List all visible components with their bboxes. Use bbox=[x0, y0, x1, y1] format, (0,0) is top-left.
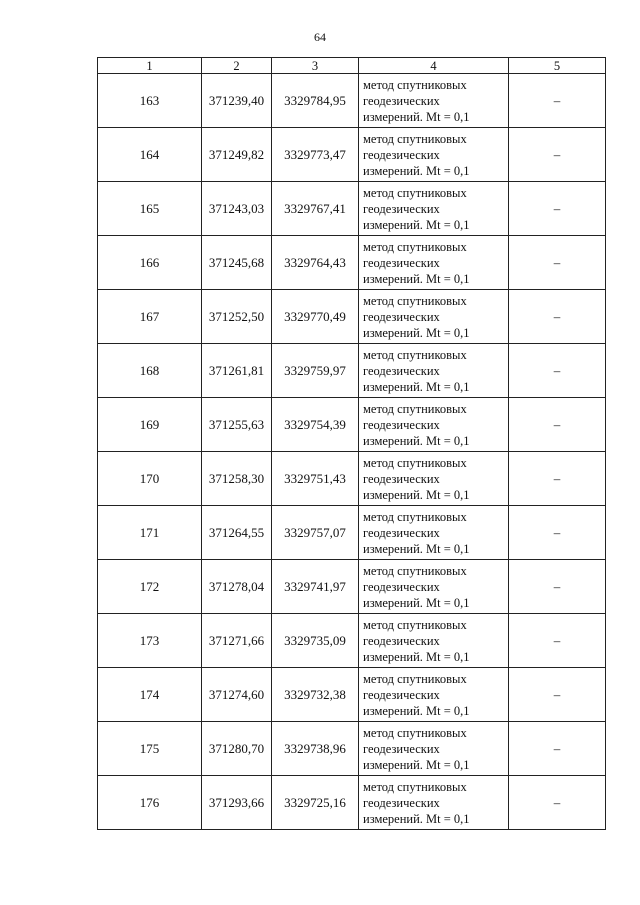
method-cell bbox=[359, 182, 509, 236]
method-line: геодезических bbox=[363, 687, 440, 702]
point-number-cell: 163 bbox=[98, 74, 202, 128]
method-line: геодезических bbox=[363, 795, 440, 810]
point-number-cell: 174 bbox=[98, 668, 202, 722]
table-row bbox=[98, 128, 606, 182]
point-number-cell: 167 bbox=[98, 290, 202, 344]
method-cell bbox=[359, 290, 509, 344]
point-number-cell: 169 bbox=[98, 398, 202, 452]
point-number-cell: 173 bbox=[98, 614, 202, 668]
note-cell: – bbox=[509, 290, 606, 344]
table-row bbox=[98, 776, 606, 830]
x-coordinate-cell: 371280,70 bbox=[202, 722, 272, 776]
method-line: геодезических bbox=[363, 147, 440, 162]
x-coordinate-cell: 371252,50 bbox=[202, 290, 272, 344]
y-coordinate-cell: 3329784,95 bbox=[272, 74, 359, 128]
method-line: геодезических bbox=[363, 471, 440, 486]
method-line: метод спутниковых bbox=[363, 401, 467, 416]
x-coordinate-cell: 371264,55 bbox=[202, 506, 272, 560]
x-coordinate-cell: 371249,82 bbox=[202, 128, 272, 182]
x-coordinate-cell: 371255,63 bbox=[202, 398, 272, 452]
note-cell: – bbox=[509, 452, 606, 506]
x-coordinate-cell: 371243,03 bbox=[202, 182, 272, 236]
page-number: 64 bbox=[314, 30, 326, 44]
column-header-5: 5 bbox=[509, 58, 606, 74]
method-line: измерений. Mt = 0,1 bbox=[363, 541, 470, 556]
column-header-2: 2 bbox=[202, 58, 272, 74]
note-cell: – bbox=[509, 398, 606, 452]
table-row bbox=[98, 182, 606, 236]
y-coordinate-cell: 3329773,47 bbox=[272, 128, 359, 182]
method-line: метод спутниковых bbox=[363, 455, 467, 470]
y-coordinate-cell: 3329732,38 bbox=[272, 668, 359, 722]
method-line: измерений. Mt = 0,1 bbox=[363, 703, 470, 718]
point-number-cell: 168 bbox=[98, 344, 202, 398]
method-line: геодезических bbox=[363, 525, 440, 540]
x-coordinate-cell: 371274,60 bbox=[202, 668, 272, 722]
method-cell bbox=[359, 74, 509, 128]
method-line: метод спутниковых bbox=[363, 671, 467, 686]
method-line: метод спутниковых bbox=[363, 77, 467, 92]
table-row bbox=[98, 290, 606, 344]
method-cell bbox=[359, 128, 509, 182]
point-number-cell: 171 bbox=[98, 506, 202, 560]
x-coordinate-cell: 371245,68 bbox=[202, 236, 272, 290]
note-cell: – bbox=[509, 344, 606, 398]
method-line: геодезических bbox=[363, 93, 440, 108]
y-coordinate-cell: 3329738,96 bbox=[272, 722, 359, 776]
table-row bbox=[98, 452, 606, 506]
method-line: геодезических bbox=[363, 417, 440, 432]
method-cell bbox=[359, 236, 509, 290]
method-line: геодезических bbox=[363, 309, 440, 324]
method-line: метод спутниковых bbox=[363, 779, 467, 794]
x-coordinate-cell: 371261,81 bbox=[202, 344, 272, 398]
method-line: измерений. Mt = 0,1 bbox=[363, 433, 470, 448]
x-coordinate-cell: 371271,66 bbox=[202, 614, 272, 668]
column-header-1: 1 bbox=[98, 58, 202, 74]
method-line: геодезических bbox=[363, 363, 440, 378]
y-coordinate-cell: 3329754,39 bbox=[272, 398, 359, 452]
method-cell bbox=[359, 560, 509, 614]
method-line: метод спутниковых bbox=[363, 509, 467, 524]
method-cell bbox=[359, 668, 509, 722]
table-row bbox=[98, 344, 606, 398]
column-header-4: 4 bbox=[359, 58, 509, 74]
note-cell: – bbox=[509, 560, 606, 614]
method-line: геодезических bbox=[363, 201, 440, 216]
note-cell: – bbox=[509, 74, 606, 128]
table-header-row bbox=[98, 58, 606, 74]
method-line: метод спутниковых bbox=[363, 725, 467, 740]
table-row bbox=[98, 560, 606, 614]
point-number-cell: 172 bbox=[98, 560, 202, 614]
method-line: измерений. Mt = 0,1 bbox=[363, 595, 470, 610]
y-coordinate-cell: 3329741,97 bbox=[272, 560, 359, 614]
method-line: метод спутниковых bbox=[363, 185, 467, 200]
table-row bbox=[98, 506, 606, 560]
table-row bbox=[98, 236, 606, 290]
y-coordinate-cell: 3329735,09 bbox=[272, 614, 359, 668]
method-line: измерений. Mt = 0,1 bbox=[363, 811, 470, 826]
note-cell: – bbox=[509, 776, 606, 830]
x-coordinate-cell: 371293,66 bbox=[202, 776, 272, 830]
coordinates-table bbox=[97, 57, 606, 830]
point-number-cell: 176 bbox=[98, 776, 202, 830]
y-coordinate-cell: 3329770,49 bbox=[272, 290, 359, 344]
method-line: измерений. Mt = 0,1 bbox=[363, 379, 470, 394]
method-line: метод спутниковых bbox=[363, 617, 467, 632]
table-row bbox=[98, 74, 606, 128]
method-line: измерений. Mt = 0,1 bbox=[363, 649, 470, 664]
method-line: измерений. Mt = 0,1 bbox=[363, 757, 470, 772]
note-cell: – bbox=[509, 128, 606, 182]
method-line: метод спутниковых bbox=[363, 293, 467, 308]
note-cell: – bbox=[509, 614, 606, 668]
y-coordinate-cell: 3329757,07 bbox=[272, 506, 359, 560]
method-line: метод спутниковых bbox=[363, 347, 467, 362]
method-cell bbox=[359, 398, 509, 452]
table-row bbox=[98, 614, 606, 668]
method-cell bbox=[359, 776, 509, 830]
y-coordinate-cell: 3329725,16 bbox=[272, 776, 359, 830]
point-number-cell: 170 bbox=[98, 452, 202, 506]
method-cell bbox=[359, 344, 509, 398]
point-number-cell: 166 bbox=[98, 236, 202, 290]
method-line: измерений. Mt = 0,1 bbox=[363, 487, 470, 502]
y-coordinate-cell: 3329767,41 bbox=[272, 182, 359, 236]
method-cell bbox=[359, 722, 509, 776]
method-line: метод спутниковых bbox=[363, 131, 467, 146]
note-cell: – bbox=[509, 182, 606, 236]
x-coordinate-cell: 371239,40 bbox=[202, 74, 272, 128]
method-cell bbox=[359, 452, 509, 506]
method-line: геодезических bbox=[363, 741, 440, 756]
y-coordinate-cell: 3329751,43 bbox=[272, 452, 359, 506]
note-cell: – bbox=[509, 668, 606, 722]
method-line: геодезических bbox=[363, 633, 440, 648]
point-number-cell: 164 bbox=[98, 128, 202, 182]
point-number-cell: 175 bbox=[98, 722, 202, 776]
column-header-3: 3 bbox=[272, 58, 359, 74]
method-line: измерений. Mt = 0,1 bbox=[363, 109, 470, 124]
note-cell: – bbox=[509, 236, 606, 290]
method-line: геодезических bbox=[363, 255, 440, 270]
table-row bbox=[98, 398, 606, 452]
y-coordinate-cell: 3329759,97 bbox=[272, 344, 359, 398]
method-cell bbox=[359, 506, 509, 560]
note-cell: – bbox=[509, 722, 606, 776]
table-row bbox=[98, 722, 606, 776]
point-number-cell: 165 bbox=[98, 182, 202, 236]
note-cell: – bbox=[509, 506, 606, 560]
method-line: измерений. Mt = 0,1 bbox=[363, 271, 470, 286]
x-coordinate-cell: 371278,04 bbox=[202, 560, 272, 614]
y-coordinate-cell: 3329764,43 bbox=[272, 236, 359, 290]
method-line: измерений. Mt = 0,1 bbox=[363, 325, 470, 340]
method-line: измерений. Mt = 0,1 bbox=[363, 163, 470, 178]
method-line: метод спутниковых bbox=[363, 239, 467, 254]
method-line: измерений. Mt = 0,1 bbox=[363, 217, 470, 232]
x-coordinate-cell: 371258,30 bbox=[202, 452, 272, 506]
method-line: геодезических bbox=[363, 579, 440, 594]
method-line: метод спутниковых bbox=[363, 563, 467, 578]
table-row bbox=[98, 668, 606, 722]
method-cell bbox=[359, 614, 509, 668]
